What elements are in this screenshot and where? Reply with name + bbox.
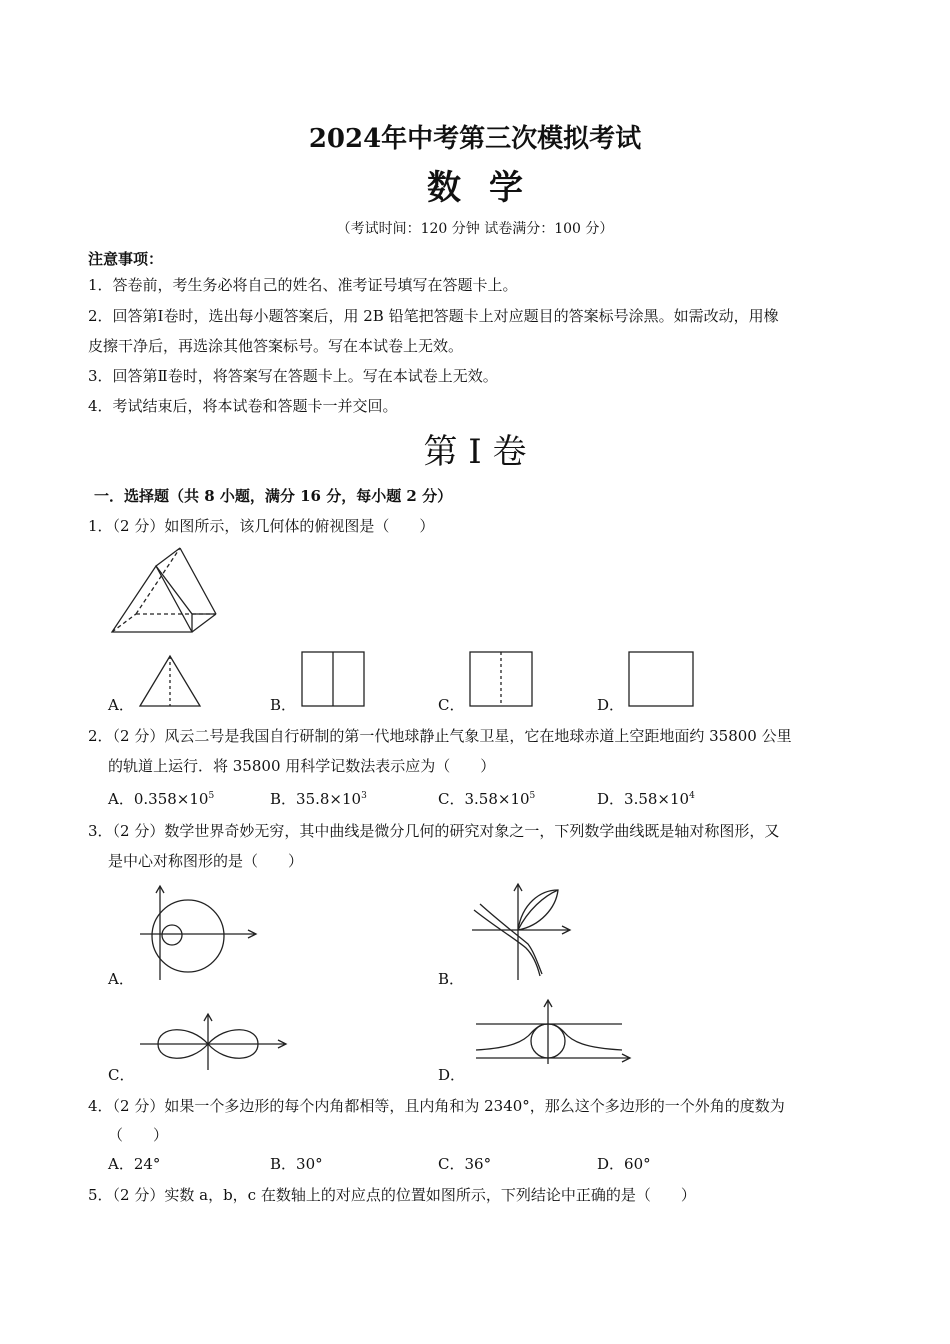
q3-option-c[interactable]: C． <box>108 1066 135 1084</box>
q1-option-a[interactable]: A． <box>108 696 134 714</box>
q3-option-d-figure <box>470 998 634 1066</box>
q2-option-c[interactable]: C．$3.58\times 10^5$ <box>438 790 536 808</box>
q3-stem-line1: 3．（2 分）数学世界奇妙无穷，其中曲线是微分几何的研究对象之一，下列数学曲线既是轴对称图形，又 <box>88 822 780 840</box>
q2-option-a[interactable]: A．$0.358\times 10^5$ <box>108 790 215 808</box>
q4-stem-line2: （ ） <box>108 1126 169 1144</box>
q1-option-b-figure <box>302 652 366 708</box>
q3-option-a-figure <box>140 884 260 980</box>
notice-item-2-cont: 皮擦干净后，再选涂其他答案标号。写在本试卷上无效。 <box>88 337 464 355</box>
q2-option-b[interactable]: B．$35.8\times 10^3$ <box>270 790 367 808</box>
q1-stem: 1．（2 分）如图所示，该几何体的俯视图是（ ） <box>88 517 435 535</box>
q3-option-a[interactable]: A． <box>108 970 134 988</box>
notice-item-3: 3．回答第Ⅱ卷时，将答案写在答题卡上。写在本试卷上无效。 <box>88 367 498 385</box>
q1-option-c-figure <box>470 652 534 708</box>
notice-heading: 注意事项： <box>88 250 164 268</box>
notice-item-4: 4．考试结束后，将本试卷和答题卡一并交回。 <box>88 397 398 415</box>
q5-stem: 5．（2 分）实数 a，b，c 在数轴上的对应点的位置如图所示，下列结论中正确的是（ ） <box>88 1186 696 1204</box>
section-heading: 一．选择题（共 8 小题，满分 16 分，每小题 2 分） <box>94 487 453 505</box>
q3-stem-line2: 是中心对称图形的是（ ） <box>108 852 304 870</box>
q3-option-d[interactable]: D． <box>438 1066 466 1084</box>
q2-option-d[interactable]: D．$3.58\times 10^4$ <box>597 790 695 808</box>
q4-option-b[interactable]: B．30° <box>270 1155 323 1173</box>
q1-option-d[interactable]: D． <box>597 696 625 714</box>
q1-prism-figure <box>108 548 218 638</box>
q4-option-a[interactable]: A．24° <box>108 1155 161 1173</box>
volume-heading: 第 I 卷 <box>423 432 527 472</box>
q1-option-a-figure <box>140 656 202 708</box>
notice-item-2: 2．回答第Ⅰ卷时，选出每小题答案后，用 2B 铅笔把答题卡上对应题目的答案标号涂黑。如需改动，用橡 <box>88 307 779 325</box>
q3-option-b[interactable]: B． <box>438 970 465 988</box>
q1-option-d-figure <box>629 652 695 708</box>
q1-option-c[interactable]: C． <box>438 696 465 714</box>
q3-option-c-figure <box>140 1012 288 1072</box>
q4-stem-line1: 4．（2 分）如果一个多边形的每个内角都相等，且内角和为 2340°，那么这个多边形的一个外角的度数为 <box>88 1097 785 1115</box>
exam-meta: （考试时间：120 分钟 试卷满分：100 分） <box>336 221 614 237</box>
q1-option-b[interactable]: B． <box>270 696 297 714</box>
q3-option-b-figure <box>470 882 575 980</box>
q4-option-c[interactable]: C．36° <box>438 1155 492 1173</box>
q2-stem-line1: 2．（2 分）风云二号是我国自行研制的第一代地球静止气象卫星，它在地球赤道上空距地面约 35800 公里 <box>88 727 792 745</box>
exam-title: 2024年中考第三次模拟考试 <box>308 124 642 154</box>
subject-title: 数学 <box>427 168 551 208</box>
q2-stem-line2: 的轨道上运行．将 35800 用科学记数法表示应为（ ） <box>108 757 496 775</box>
q4-option-d[interactable]: D．60° <box>597 1155 651 1173</box>
notice-item-1: 1．答卷前，考生务必将自己的姓名、准考证号填写在答题卡上。 <box>88 276 518 294</box>
